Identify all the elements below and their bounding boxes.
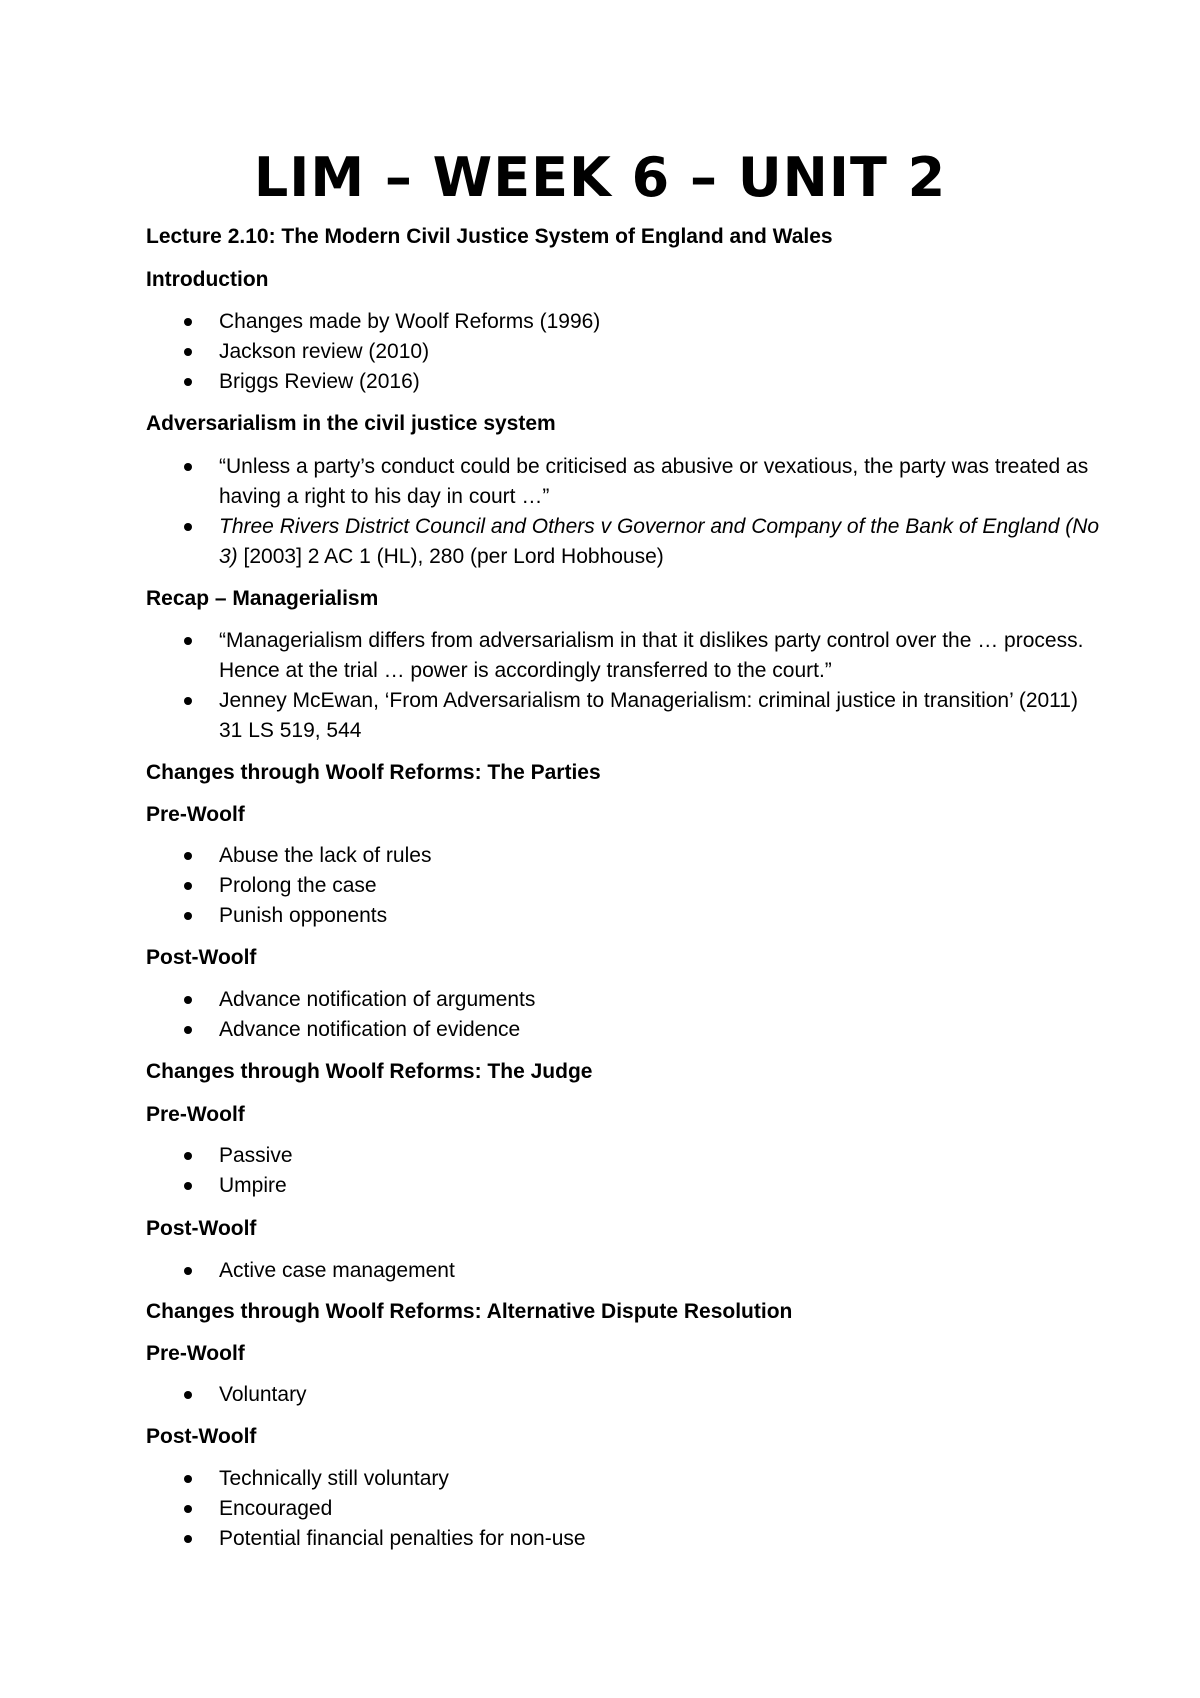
parties-pre-heading: Pre-Woolf [146, 803, 245, 826]
list-item: Punish opponents [146, 901, 1106, 931]
adr-pre-heading: Pre-Woolf [146, 1342, 245, 1365]
judge-pre-heading: Pre-Woolf [146, 1103, 245, 1126]
parties-post-list [146, 985, 1106, 1045]
managerialism-list-block [146, 626, 1106, 746]
parties-post-block [146, 943, 1106, 973]
managerialism-heading: Recap – Managerialism [146, 587, 379, 610]
judge-post-list [146, 1256, 1106, 1286]
parties-section [146, 758, 1106, 788]
adr-post-block [146, 1422, 1106, 1452]
parties-post-heading: Post-Woolf [146, 946, 257, 969]
list-item: Changes made by Woolf Reforms (1996) [146, 307, 1106, 337]
bullet-icon [184, 637, 192, 645]
page-title: LIM – WEEK 6 – UNIT 2 [253, 146, 947, 209]
adr-post-list [146, 1464, 1106, 1554]
list-item: Technically still voluntary [146, 1464, 1106, 1494]
intro-list [146, 307, 1106, 397]
managerialism-list [146, 626, 1106, 746]
bullet-icon [184, 378, 192, 386]
adversarialism-list [146, 452, 1106, 572]
list-item: Advance notification of evidence [146, 1015, 1106, 1045]
bullet-icon [184, 697, 192, 705]
parties-post-list-block [146, 985, 1106, 1045]
judge-pre-block [146, 1100, 1106, 1130]
case-name: Three Rivers District Council and Others v Governor and Company of the Bank of England (No 3) [219, 515, 1100, 568]
list-item: Prolong the case [146, 871, 1106, 901]
adversarialism-list-block [146, 452, 1106, 572]
bullet-icon [184, 1026, 192, 1034]
bullet-icon [184, 318, 192, 326]
parties-heading: Changes through Woolf Reforms: The Parties [146, 761, 601, 784]
bullet-icon [184, 1505, 192, 1513]
case-citation: [2003] 2 AC 1 (HL), 280 (per Lord Hobhouse) [237, 545, 664, 568]
list-item: Umpire [146, 1171, 1106, 1201]
list-item: Advance notification of arguments [146, 985, 1106, 1015]
intro-section [146, 265, 1106, 295]
list-item: Voluntary [146, 1380, 1106, 1410]
bullet-icon [184, 463, 192, 471]
managerialism-section [146, 584, 1106, 614]
adr-post-list-block [146, 1464, 1106, 1554]
list-item: Active case management [146, 1256, 1106, 1286]
list-item [146, 512, 1106, 572]
adr-pre-list [146, 1380, 1106, 1410]
judge-post-block [146, 1214, 1106, 1244]
bullet-icon [184, 348, 192, 356]
bullet-icon [184, 882, 192, 890]
judge-post-list-block [146, 1256, 1106, 1286]
judge-section [146, 1057, 1106, 1087]
lecture-heading-block [146, 222, 1106, 252]
intro-heading: Introduction [146, 268, 269, 291]
list-item: Abuse the lack of rules [146, 841, 1106, 871]
adr-pre-list-block [146, 1380, 1106, 1410]
list-item: Jackson review (2010) [146, 337, 1106, 367]
bullet-icon [184, 852, 192, 860]
adversarialism-heading: Adversarialism in the civil justice system [146, 412, 556, 435]
adr-section [146, 1297, 1106, 1327]
judge-pre-list-block [146, 1141, 1106, 1201]
bullet-icon [184, 996, 192, 1004]
list-item: Passive [146, 1141, 1106, 1171]
bullet-icon [184, 523, 192, 531]
adr-post-heading: Post-Woolf [146, 1425, 257, 1448]
list-item: “Unless a party’s conduct could be criticised as abusive or vexatious, the party was treated as having a right to his day in court …” [146, 452, 1106, 512]
list-item: Jenney McEwan, ‘From Adversarialism to Managerialism: criminal justice in transition’ (2011) 31 LS 519, 544 [146, 686, 1106, 746]
adr-pre-block [146, 1339, 1106, 1369]
bullet-icon [184, 912, 192, 920]
adversarialism-section [146, 409, 1106, 439]
bullet-icon [184, 1267, 192, 1275]
list-item: Briggs Review (2016) [146, 367, 1106, 397]
parties-pre-block [146, 800, 1106, 830]
judge-post-heading: Post-Woolf [146, 1217, 257, 1240]
parties-pre-list-block [146, 841, 1106, 931]
list-item: Potential financial penalties for non-use [146, 1524, 1106, 1554]
bullet-icon [184, 1182, 192, 1190]
judge-pre-list [146, 1141, 1106, 1201]
list-item: Encouraged [146, 1494, 1106, 1524]
bullet-icon [184, 1535, 192, 1543]
list-item: “Managerialism differs from adversarialism in that it dislikes party control over the … process. Hence at the trial … power is accordingly transferred to the court.” [146, 626, 1106, 686]
lecture-heading: Lecture 2.10: The Modern Civil Justice System of England and Wales [146, 225, 833, 248]
judge-heading: Changes through Woolf Reforms: The Judge [146, 1060, 593, 1083]
parties-pre-list [146, 841, 1106, 931]
bullet-icon [184, 1391, 192, 1399]
adr-heading: Changes through Woolf Reforms: Alternative Dispute Resolution [146, 1300, 793, 1323]
bullet-icon [184, 1152, 192, 1160]
intro-list-block [146, 307, 1106, 397]
bullet-icon [184, 1475, 192, 1483]
